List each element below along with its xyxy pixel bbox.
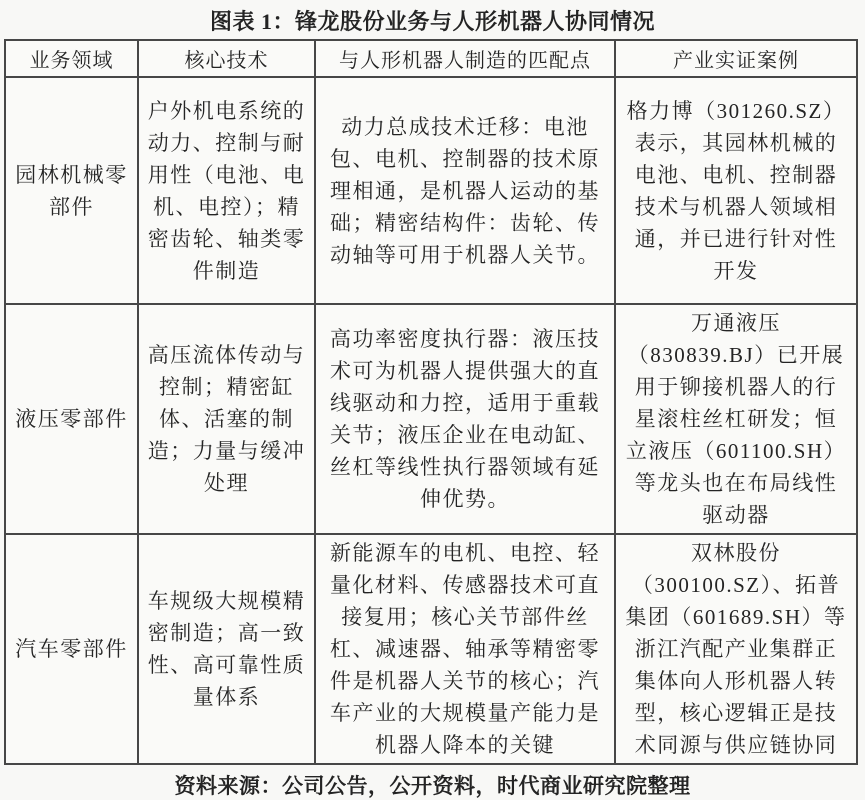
source-note: 资料来源：公司公告，公开资料，时代商业研究院整理 <box>174 774 691 798</box>
synergy-table <box>4 39 858 765</box>
cell-industry-case: 双林股份（300100.SZ）、拓普集团（601689.SH）等浙江汽配产业集群正集体向人形机器人转型，核心逻辑正是技术同源与供应链协同 <box>615 534 857 764</box>
cell-business-field: 液压零部件 <box>5 304 138 534</box>
cell-industry-case: 万通液压（830839.BJ）已开展用于铆接机器人的行星滚柱丝杠研发；恒立液压（601100.SH）等龙头也在布局线性驱动器 <box>615 304 857 534</box>
col-header-core-tech: 核心技术 <box>138 40 315 77</box>
col-header-match-points: 与人形机器人制造的匹配点 <box>315 40 615 77</box>
cell-industry-case: 格力博（301260.SZ）表示，其园林机械的电池、电机、控制器技术与机器人领域相通，并已进行针对性开发 <box>615 77 857 304</box>
col-header-industry-cases: 产业实证案例 <box>615 40 857 77</box>
figure-title: 图表 1：锋龙股份业务与人形机器人协同情况 <box>209 9 655 34</box>
cell-core-tech: 高压流体传动与控制；精密缸体、活塞的制造；力量与缓冲处理 <box>138 304 315 534</box>
table-row-auto-parts <box>5 534 857 764</box>
col-header-business-field: 业务领域 <box>5 40 138 77</box>
cell-match-points: 高功率密度执行器：液压技术可为机器人提供强大的直线驱动和力控，适用于重载关节；液压企业在电动缸、丝杠等线性执行器领域有延伸优势。 <box>315 304 615 534</box>
cell-match-points: 动力总成技术迁移：电池包、电机、控制器的技术原理相通，是机器人运动的基础；精密结构件：齿轮、传动轴等可用于机器人关节。 <box>315 77 615 304</box>
table-row-hydraulic-parts <box>5 304 857 534</box>
cell-match-points: 新能源车的电机、电控、轻量化材料、传感器技术可直接复用；核心关节部件丝杠、减速器、轴承等精密零件是机器人关节的核心；汽车产业的大规模量产能力是机器人降本的关键 <box>315 534 615 764</box>
cell-business-field: 汽车零部件 <box>5 534 138 764</box>
cell-core-tech: 车规级大规模精密制造；高一致性、高可靠性质量体系 <box>138 534 315 764</box>
cell-business-field: 园林机械零部件 <box>5 77 138 304</box>
cell-core-tech: 户外机电系统的动力、控制与耐用性（电池、电机、电控）；精密齿轮、轴类零件制造 <box>138 77 315 304</box>
table-row-garden-machinery <box>5 77 857 304</box>
header-row <box>5 40 857 77</box>
